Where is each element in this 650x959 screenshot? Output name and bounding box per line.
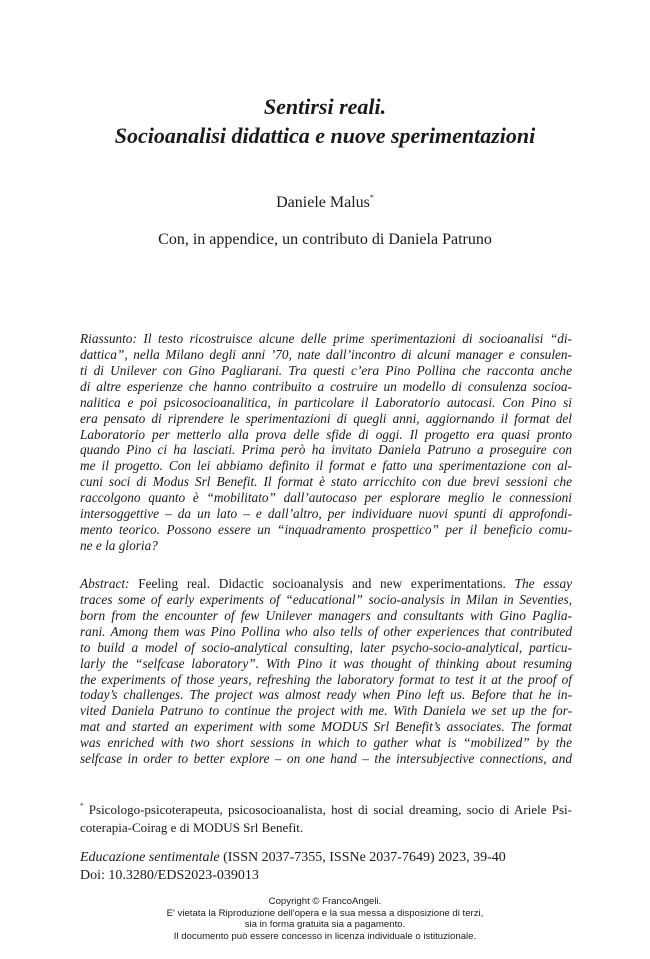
journal-name: Educazione sentimentale: [80, 850, 220, 865]
riassunto-line: raccolgono quanto è “mobilitato” dall’autocaso per esplorare meglio le connessioni: [80, 490, 572, 506]
copyright-line: E' vietata la Riproduzione dell'opera e la sua messa a disposizione di terzi,: [166, 907, 484, 919]
riassunto-line: quando Pino ci ha lasciati. Prima però ha invitato Daniela Patruno a proseguire con: [80, 442, 572, 458]
footnote-line-1: [80, 797, 572, 819]
abstract-line: the experiments of those years, refreshing the laboratory format to test it at the proof of: [80, 671, 572, 687]
abstract-label: Abstract:: [80, 576, 130, 591]
author-footnote: [80, 797, 572, 837]
copyright-notice: [0, 896, 650, 942]
abstract-line: to build a model of socio-analytical consulting, later psycho-socio-analytical, particu-: [80, 639, 572, 655]
author-name: Daniele Malus: [276, 194, 370, 211]
riassunto-line: mento teorico. Possono essere un “inquadramento prospettico” per il beneficio comu-: [80, 522, 572, 538]
riassunto-line: ne e la gloria?: [80, 537, 158, 553]
abstract-line: vited Daniela Patruno to continue the project with me. With Daniela we set up the for-: [80, 703, 572, 719]
abstract-line: traces some of early experiments of “educational” socio-analysis in Milan in Seventies,: [80, 591, 572, 607]
footnote-text-1: Psicologo-psicoterapeuta, psicosocioanalista, host di social dreaming, socio di Ariele Psi-: [88, 802, 572, 817]
riassunto-line: di altre esperienze che hanno contribuito a costruire un modello di consulenza socioa-: [80, 378, 572, 394]
abstract-line: born from the encounter of few Unilever managers and consultants with Gino Paglia-: [80, 607, 572, 623]
abstract-line: was enriched with two short sessions in which to gather what is “mobilized” by the: [80, 735, 572, 751]
abstract-line: rani. Among them was Pino Pollina who also tells of other experiences that contributed: [80, 623, 572, 639]
author-byline: [0, 188, 650, 213]
riassunto-line: nalitica e poi psicosocioanalitica, in particolare il Laboratorio autocasi. Con Pino si: [80, 394, 572, 410]
copyright-line: Il documento può essere concesso in licenza individuale o istituzionale.: [173, 930, 477, 942]
journal-doi: Doi: 10.3280/EDS2023-039013: [80, 868, 259, 883]
riassunto-line: Laboratorio per metterlo alla prova delle sfide di oggi. Il progetto era quasi pronto: [80, 426, 572, 442]
abstract-paragraph: [80, 576, 572, 767]
riassunto-line: Riassunto: Il testo ricostruisce alcune delle prime sperimentazioni di socioanalisi “di-: [80, 331, 572, 346]
abstract-line: today’s challenges. The project was almost ready when Pino left us. Before that he in-: [80, 687, 572, 703]
article-title-line-1: Sentirsi reali.: [263, 94, 387, 119]
abstract-first-line-rest: The essay: [514, 576, 573, 591]
abstract-line: mat and started an experiment with some MODUS Srl Benefit’s associates. The format: [80, 719, 572, 735]
riassunto-line: cuni soci di Modus Srl Benefit. Il format è stato arricchito con due brevi sessioni che: [80, 474, 572, 490]
abstract-first-line: [80, 576, 572, 592]
copyright-line: sia in forma gratuita sia a pagamento.: [244, 919, 406, 931]
riassunto-line: dattica”, nella Milano degli anni ’70, nate dall’incontro di alcuni manager e consulen-: [80, 346, 572, 362]
riassunto-paragraph: [80, 331, 572, 554]
journal-citation: [80, 849, 572, 885]
footnote-marker: *: [80, 802, 84, 810]
journal-details: (ISSN 2037-7355, ISSNe 2037-7649) 2023, 39-40: [223, 850, 506, 865]
footnote-line-2: coterapia-Coirag e di MODUS Srl Benefit.: [80, 820, 304, 835]
abstract-line: larly the “selfcase laboratory”. With Pino it was thought of thinking about resuming: [80, 655, 572, 671]
abstract-line: selfcase in order to better explore – on one hand – the intersubjective connections, and: [80, 751, 572, 767]
riassunto-line: era pensato di riprendere le sperimentazioni di quegli anni, aggiornando il format del: [80, 410, 572, 426]
appendix-note: Con, in appendice, un contributo di Daniela Patruno: [158, 231, 492, 248]
journal-info-line: [80, 849, 572, 867]
riassunto-line: ti di Unilever con Gino Pagliarani. Tra questi c’era Pino Pollina che racconta anche: [80, 362, 572, 378]
riassunto-line: intersoggettive – da un lato – e dall’altro, per individuare nuovi spunti di approfondi-: [80, 506, 572, 522]
copyright-line: Copyright © FrancoAngeli.: [268, 896, 382, 907]
author-footnote-marker: *: [369, 193, 374, 202]
article-title-line-2: Socioanalisi didattica e nuove sperimentazioni: [114, 123, 536, 148]
riassunto-line: me il progetto. Con lei abbiamo definito il format e fatto una sperimentazione con al-: [80, 458, 572, 474]
abstract-translated-title: Feeling real. Didactic socioanalysis and new experimentations.: [138, 576, 506, 591]
